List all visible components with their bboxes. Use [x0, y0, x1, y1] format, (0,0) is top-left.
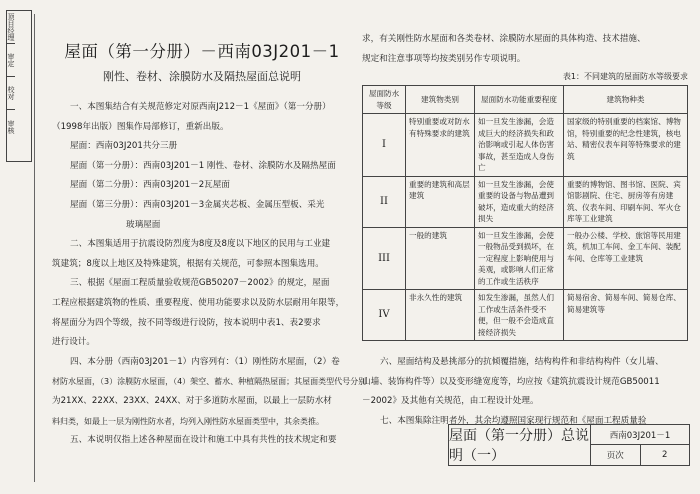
- approval-strip: [6, 10, 32, 162]
- category-cell: 一般的建筑: [406, 227, 475, 290]
- waterproof-level-table: [362, 85, 688, 341]
- page-subtitle: 刚性、卷材、涂膜防水及隔热屋面总说明: [103, 70, 301, 83]
- left-column: [52, 30, 367, 451]
- column-header: 屋面防水功能重要程度: [475, 86, 564, 114]
- category-cell: 特别重要或对防水有特殊要求的建筑: [406, 114, 475, 177]
- text-line: 为21XX、22XX、23XX、24XX、对于多道防水屋面，以最上一层防水材: [52, 395, 332, 406]
- table-caption: 表1：不同建筑的屋面防水等级要求: [562, 72, 688, 82]
- text-line: 进行设计。: [52, 337, 95, 348]
- text-line: 四、本分册（西南03J201－1）内容列有：（1）刚性防水屋面，（2）卷: [70, 356, 340, 367]
- text-line: 材防水屋面，（3）涂膜防水屋面，（4）架空、蓄水、种植隔热屋面；其屋面类型代号分别: [52, 377, 367, 387]
- page-title: 屋面（第一分册）－西南03J201－1: [64, 42, 340, 61]
- text-line: 料归类，如最上一层为刚性防水者，均列入刚性防水屋面类型中，其余类推。: [52, 416, 324, 426]
- text-line: 七、本图集除注明者外，其余均遵照国家现行规范和《屋面工程质量验: [380, 415, 647, 426]
- examples-cell: 简易宿舍、简易车间、简易仓库、简易建筑等: [564, 290, 688, 341]
- text-line: 求，有关刚性防水屋面和各类卷材、涂膜防水屋面的具体构造、技术措施、: [362, 34, 646, 44]
- page-number: 2: [662, 450, 668, 460]
- examples-cell: 国家级的特别重要的档案馆、博物馆，特别重要的纪念性建筑，核电站、精密仪表车间等特殊要求的建筑: [564, 114, 688, 177]
- strip-cell: 审定: [7, 44, 15, 77]
- column-header: 建筑物类别: [406, 86, 475, 114]
- text-line: 一、本图集结合有关规范修定对原西南J212－1《屋面》（第一分册）: [70, 102, 331, 112]
- text-line: 三、根据《屋面工程质量验收规范GB50207－2002》的规定，屋面: [70, 278, 330, 289]
- text-line: 二、本图集适用于抗震设防烈度为8度及8度以下地区的民用与工业建: [70, 239, 331, 250]
- importance-cell: 如发生渗漏，虽然人们工作或生活条件受不便，但一般不会造成直接经济损失: [475, 290, 564, 341]
- title-block: [448, 424, 690, 466]
- right-column: [362, 30, 688, 432]
- page-label: 页次: [591, 445, 641, 465]
- text-line: 屋面：西南03J201共分三册: [70, 141, 178, 152]
- text-line: 将屋面分为四个等级，按不同等级进行设防，按本说明中表1、表2要求: [52, 317, 321, 328]
- importance-cell: 如一旦发生渗漏，会使重要的设备与物品遭到破坏，造成重大的经济损失: [475, 176, 564, 227]
- drawing-code: 西南03J201－1: [591, 425, 689, 445]
- table-row: [363, 176, 688, 227]
- column-header: 屋面防水等级: [363, 86, 406, 114]
- examples-cell: 重要的博物馆、图书馆、医院、宾馆影剧院、住宅、厨房等有房建筑、仪表车间、印刷车间、军火仓库等工业建筑: [564, 176, 688, 227]
- table-row: [363, 290, 688, 341]
- level-cell: I: [363, 114, 406, 177]
- title-block-meta: [591, 425, 689, 465]
- table-header-row: [363, 86, 688, 114]
- text-line: 玻璃屋面: [126, 219, 161, 230]
- examples-cell: 一般办公楼、学校、旅馆等民用建筑，机加工车间、金工车间、装配车间、仓库等工业建筑: [564, 227, 688, 290]
- importance-cell: 如一旦发生渗漏，会使一般物品受到损坏，在一定程度上影响使用与美观，或影响人们正常的工作或生活秩序: [475, 227, 564, 290]
- text-line: 六、屋面结构及悬挑部分的抗倾覆措施，结构构件和非结构构件（女儿墙、: [380, 357, 664, 368]
- text-line: 五、本说明仅指上述各种屋面在设计和施工中具有共性的技术规定和要: [70, 435, 337, 446]
- text-line: 屋面（第一分册）：西南03J201－1 刚性、卷材、涂膜防水及隔热屋面: [70, 160, 336, 171]
- title-block-title: 屋面（第一分册）总说明（一）: [449, 425, 591, 465]
- text-line: 屋面（第三分册）：西南03J201－3金属夹芯板、金属压型板、采光: [70, 199, 325, 210]
- category-cell: 非永久性的建筑: [406, 290, 475, 341]
- category-cell: 重要的建筑和高层建筑: [406, 176, 475, 227]
- level-cell: II: [363, 176, 406, 227]
- level-cell: IV: [363, 290, 406, 341]
- right-bottom-text: [362, 353, 688, 431]
- text-line: 山墙、装饰构件等）以及变形缝宽度等，均应按《建筑抗震设计规范GB50011: [362, 376, 660, 387]
- text-line: （1998年出版）图集作局部修订，重新出版。: [52, 121, 229, 132]
- table-row: [363, 227, 688, 290]
- text-line: －2002》及其他有关规范，由工程设计处理。: [362, 396, 539, 407]
- level-cell: III: [363, 227, 406, 290]
- strip-cell: 校对: [7, 77, 15, 110]
- text-line: 筑建筑；8度以上地区及特殊建筑，根据有关规范，可参照本图集选用。: [52, 258, 324, 269]
- strip-cell: 审核: [7, 119, 15, 134]
- text-line: 屋面（第二分册）：西南03J201－2瓦屋面: [70, 180, 230, 191]
- importance-cell: 如一旦发生渗漏，会造成巨大的经济损失和政治影响或引起人体伤害事故，甚至造成人身伤亡: [475, 114, 564, 177]
- table-row: [363, 114, 688, 177]
- page-row: [591, 445, 689, 465]
- text-line: 工程应根据建筑物的性质、重要程度、使用功能要求以及防水层耐用年限等，: [52, 297, 345, 308]
- column-header: 建筑物种类: [564, 86, 688, 114]
- text-line: 规定和注意事项等均按类别另作专项说明。: [362, 53, 526, 64]
- strip-cell: 顶目经理: [7, 11, 15, 44]
